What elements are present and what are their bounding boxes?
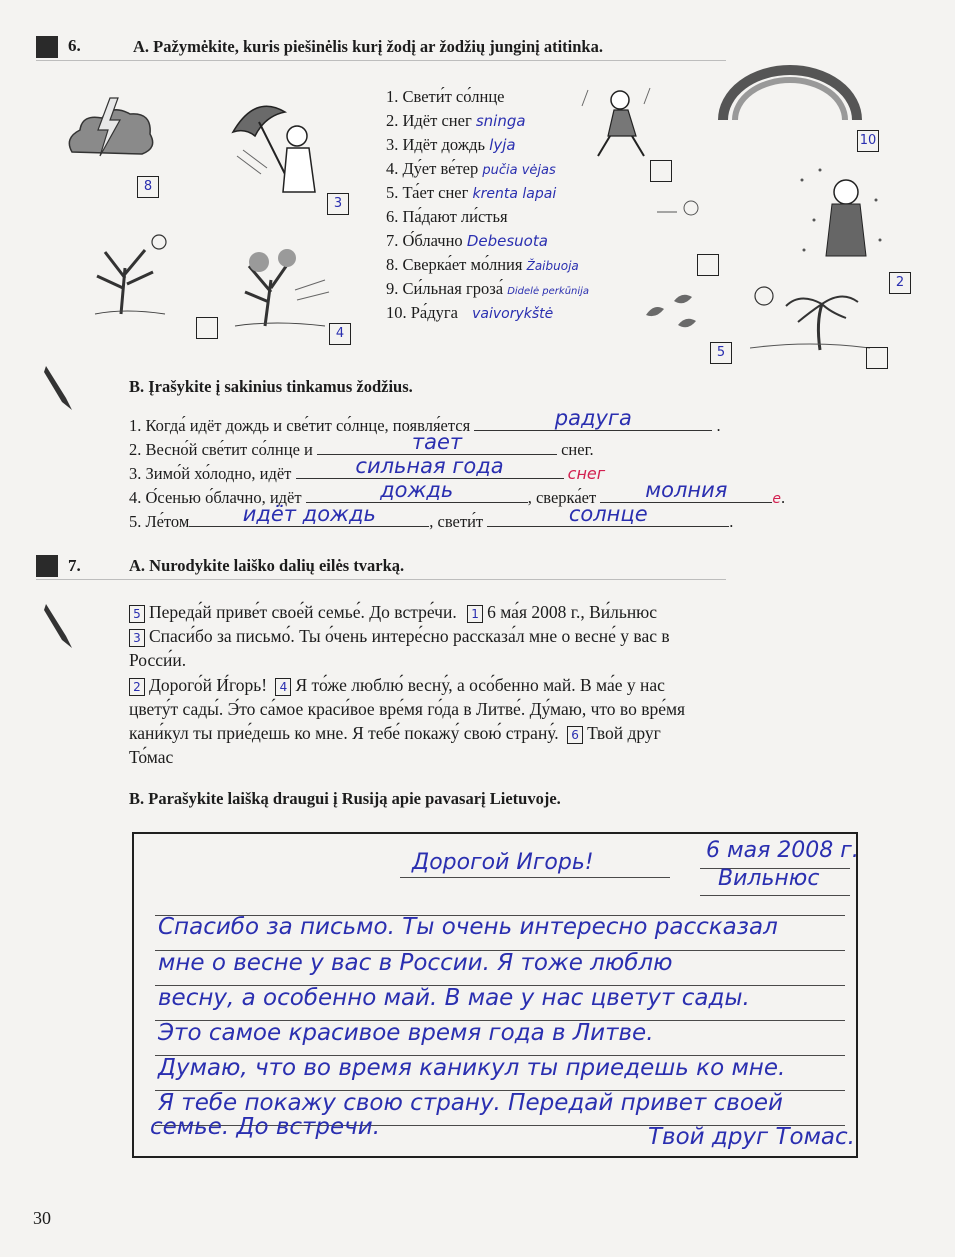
pen-icon-2 [42,600,76,652]
order-box-6[interactable]: 6 [567,726,583,744]
order-box-4[interactable]: 2 [129,678,145,696]
picture-box-rainbow[interactable]: 10 [857,130,879,152]
handwritten-answer-4: pučia vėjas [482,163,556,178]
picture-box-tree2[interactable]: 4 [329,323,351,345]
letter-line-2: 3 Спаси́бо за письмо́. Ты о́чень интере́сно рассказа́л мне о весне́ у вас в [129,626,670,647]
handwritten-answer-8: Žaibuoja [526,259,579,273]
picture-box-list-8[interactable] [697,254,719,276]
windy-tree-illustration [225,240,335,330]
handwritten-date: 6 мая 2008 г. [706,838,859,863]
list-item-7: 7. О́блачно Debesuota [386,231,548,250]
picture-box-umbrella[interactable]: 3 [327,193,349,215]
order-box-1[interactable]: 5 [129,605,145,623]
list-item-3: 3. Идёт дождь lyja [386,135,516,154]
write-line-greeting [400,877,670,878]
exercise-number-7: 7. [68,556,81,575]
running-in-rain-illustration [580,84,665,164]
sentence-5-answer: идёт дождь [242,502,376,526]
handwritten-line-4: Это самое красивое время года в Литве. [158,1020,654,1046]
letter-line-1: 5 Переда́й приве́т свое́й семье́. До встре́чи. 1 6 ма́я 2008 г., Ви́льнюс [129,602,657,623]
handwritten-answer-2: sninga [475,112,526,130]
bare-tree-sun-illustration [75,228,185,318]
pen-icon [42,362,76,414]
page-number: 30 [33,1208,51,1228]
sentence-4-correction: е [772,491,781,507]
section-marker-6 [36,36,58,58]
letter-line-6: То́мас [129,747,174,767]
handwritten-line-5: Думаю, что во время каникул ты приедешь ко мне. [158,1055,786,1081]
exercise-6b-heading: B. Įrašykite į sakinius tinkamus žodžius. [129,377,413,396]
list-item-5: 5. Та́ет снег krenta lapai [386,183,557,202]
letter-line-4: цвету́т сады́. Э́то са́мое краси́вое вре́мя го́да в Литве́. Ду́маю, что во вре́мя [129,699,686,719]
exercise-7a-heading: A. Nurodykite laiško dalių eilės tvarką. [129,556,405,575]
sentence-1-answer: радуга [554,406,632,430]
handwritten-answer-9: Didelė perkūnija [507,286,590,297]
letter-line-5: кани́кул ты прие́дешь ко мне. Я тебе́ покажу́ свою́ страну́. 6 Твой друг [129,723,661,743]
handwritten-answer-7: Debesuota [466,232,548,250]
rainbow-illustration [715,62,865,122]
order-box-2[interactable]: 1 [467,605,483,623]
snowman-in-snow-illustration [790,160,890,275]
list-item-2: 2. Идёт снег sninga [386,111,526,130]
sentence-4: 4. О́сенью о́блачно, идёт дождь , сверка́ет молния е. [129,478,786,507]
sentence-2-answer: тает [411,430,463,454]
handwritten-greeting: Дорогой Игорь! [412,850,594,875]
list-item-4: 4. Ду́ет ве́тер pučia vėjas [386,159,556,178]
picture-box-palm[interactable]: 5 [710,342,732,364]
picture-box-snowman[interactable]: 2 [889,272,911,294]
write-line-city [700,895,850,896]
sentence-3: 3. Зимо́й хо́лодно, идёт сильная года снег [129,454,606,483]
picture-box-palm-right[interactable] [866,347,888,369]
sentence-5-answer2: солнце [568,502,648,526]
section-marker-7 [36,555,58,577]
section-rule-7 [36,579,726,580]
list-item-8: 8. Сверка́ет мо́лния Žaibuoja [386,255,579,274]
list-item-1: 1. Свети́т со́лнце [386,87,505,106]
sentence-1: 1. Когда́ идёт дождь и све́тит со́лнце, появля́ется радуга . [129,406,721,435]
handwritten-line-3: весну, а особенно май. В мае у нас цветут сады. [158,985,750,1011]
picture-box-cloud[interactable]: 8 [137,176,159,198]
letter-line-2b: Росси́и. [129,650,187,670]
exercise-7b-heading: B. Parašykite laišką draugui į Rusiją apie pavasarį Lietuvoje. [129,789,561,808]
handwritten-signature: Твой друг Томас. [648,1124,855,1150]
list-item-9: 9. Си́льная гроза́ Didelė perkūnija [386,279,590,298]
order-box-5[interactable]: 4 [275,678,291,696]
storm-cloud-illustration [60,90,160,180]
falling-leaves-illustration [638,285,708,335]
handwritten-answer-5: krenta lapai [472,186,557,202]
sentence-2: 2. Весно́й све́тит со́лнце и тает снег. [129,430,594,459]
list-item-6: 6. Па́дают ли́стья [386,207,508,226]
palm-beach-illustration [750,282,870,352]
list-item-10: 10. Ра́дуга vaivorykštė [386,303,554,322]
exercise-6a-heading: A. Pažymėkite, kuris piešinėlis kurį žodį ar žodžių junginį atitinka. [133,37,603,56]
handwritten-line-1: Спасибо за письмо. Ты очень интересно рассказал [158,914,778,940]
sentence-4-answer2: молния [645,478,728,502]
handwritten-line-6: Я тебе покажу свою страну. Передай привет своей [158,1090,783,1116]
umbrella-wind-illustration [225,92,335,207]
picture-box-tree1[interactable] [196,317,218,339]
handwritten-city: Вильнюс [718,866,820,891]
exercise-number-6: 6. [68,36,81,55]
sentence-3-answer: сильная года [355,454,504,478]
sentence-5: 5. Ле́том идёт дождь , свети́т солнце . [129,502,734,531]
handwritten-answer-3: lyja [489,136,516,154]
handwritten-line-2: мне о весне у вас в России. Я тоже люблю [158,950,673,976]
picture-box-running[interactable] [650,160,672,182]
section-rule-6 [36,60,726,61]
small-sun-illustration [655,192,710,227]
letter-line-3: 2 Дорого́й И́горь! 4 Я то́же люблю́ весну́, а осо́бенно май. В ма́е у нас [129,675,665,696]
order-box-3[interactable]: 3 [129,629,145,647]
handwritten-answer-10: vaivorykštė [472,306,554,322]
sentence-4-answer: дождь [380,478,454,502]
sentence-3-correction: снег [567,464,606,483]
handwritten-line-7: семье. До встречи. [150,1114,381,1140]
